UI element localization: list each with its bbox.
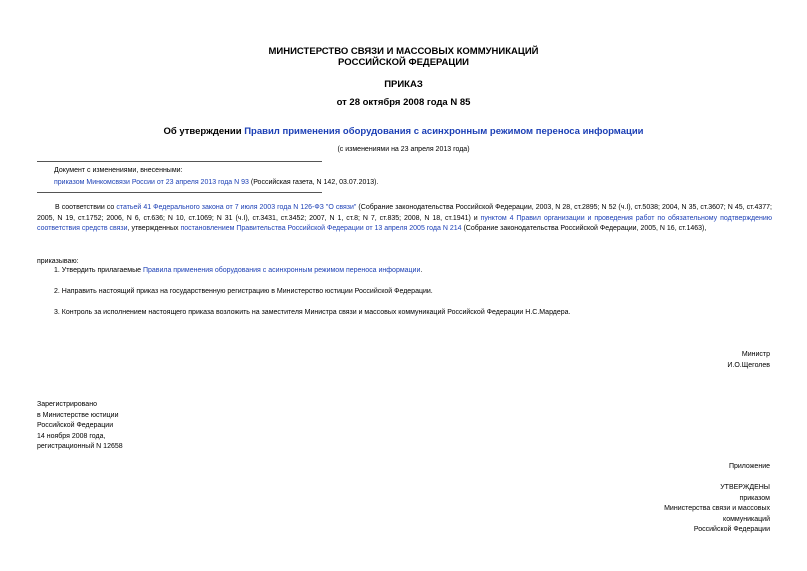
approved-word: УТВЕРЖДЕНЫ <box>720 484 770 491</box>
preamble-text-2: (Собрание законодательства Российской Федерации, 2003, N 28, ст.2895; N 52 (ч.I), ст.5038; 2004, N 35, ст.3607; N 45, ст.4377; 2005, N 19, ст.1752; 2006, N 6, ст.636; N 10, ст.1069; N 31 (ч.I), ст.3431, ст.3452; 2007, N 1, ст.8; N 7, ст.835; 2008, N 18, ст.1941) и <box>37 204 772 222</box>
preamble-text-3: , утвержденных <box>127 225 181 232</box>
list-item: 3. Контроль за исполнением настоящего приказа возложить на заместителя Министра связи и массовых коммуникаций Российской Федерации Н.С.Мардера. <box>54 309 571 316</box>
approval-block <box>664 483 770 536</box>
appendix-label: Приложение <box>728 463 770 470</box>
amendment-link[interactable]: приказом Минкомсвязи России от 23 апреля 2013 года N 93 <box>54 179 249 186</box>
approval-line-2: Министерства связи и массовых <box>664 505 770 512</box>
registration-line-3: Российской Федерации <box>37 422 114 429</box>
order-word: приказываю: <box>37 258 79 265</box>
registration-line-2: в Министерстве юстиции <box>37 411 119 419</box>
changes-note: (с изменениями на 23 апреля 2013 года) <box>337 146 470 153</box>
list-item <box>54 266 422 276</box>
item-1-tail: . <box>420 267 423 274</box>
preamble-text-4: (Собрание законодательства Российской Федерации, 2005, N 16, ст.1463), <box>461 225 707 232</box>
registration-line-5: регистрационный N 12658 <box>37 443 123 450</box>
divider-top <box>37 161 322 162</box>
ministry-heading <box>0 46 807 68</box>
registration-line-4: 14 ноября 2008 года, <box>37 432 106 440</box>
ministry-line-2: РОССИЙСКОЙ ФЕДЕРАЦИИ <box>337 57 469 68</box>
preamble-paragraph <box>37 203 772 235</box>
signature-name: И.О.Щеголев <box>727 361 770 369</box>
amendments-intro: Документ с изменениями, внесенными: <box>54 167 183 174</box>
preamble-text-1: В соответствии со <box>55 204 117 211</box>
registration-block <box>37 400 123 453</box>
amendments-line <box>54 178 378 188</box>
item-1-text: 1. Утвердить прилагаемые <box>54 267 143 274</box>
ministry-line-1: МИНИСТЕРСТВО СВЯЗИ И МАССОВЫХ КОММУНИКАЦИЙ <box>268 46 539 57</box>
list-item: 2. Направить настоящий приказ на государственную регистрацию в Министерство юстиции Российской Федерации. <box>54 288 433 295</box>
rules-point-link[interactable]: пунктом 4 Правил организации и проведения работ по обязательному подтверждению соответствия средств связи <box>37 214 773 232</box>
registration-line-1: Зарегистрировано <box>37 401 97 408</box>
title-link[interactable]: Правил применения оборудования с асинхронным режимом переноса информации <box>244 126 644 137</box>
item-1-link[interactable]: Правила применения оборудования с асинхронным режимом переноса информации <box>142 267 421 274</box>
doc-date: от 28 октября 2008 года N 85 <box>336 97 471 108</box>
doc-title <box>0 126 807 137</box>
approval-line-1: приказом <box>739 494 770 502</box>
divider-bottom <box>37 192 322 193</box>
doc-type: ПРИКАЗ <box>384 79 423 90</box>
approval-line-3: коммуникаций <box>723 515 770 523</box>
law-link[interactable]: статьей 41 Федерального закона от 7 июля 2003 года N 126-ФЗ "О связи" <box>116 204 357 211</box>
amendment-source: (Российская газета, N 142, 03.07.2013). <box>248 179 379 186</box>
title-prefix: Об утверждении <box>163 126 245 137</box>
signature-position: Министр <box>741 351 770 358</box>
approval-line-4: Российской Федерации <box>693 526 770 533</box>
resolution-link[interactable]: постановлением Правительства Российской Федерации от 13 апреля 2005 года N 214 <box>180 225 462 232</box>
signature-block <box>727 350 770 371</box>
